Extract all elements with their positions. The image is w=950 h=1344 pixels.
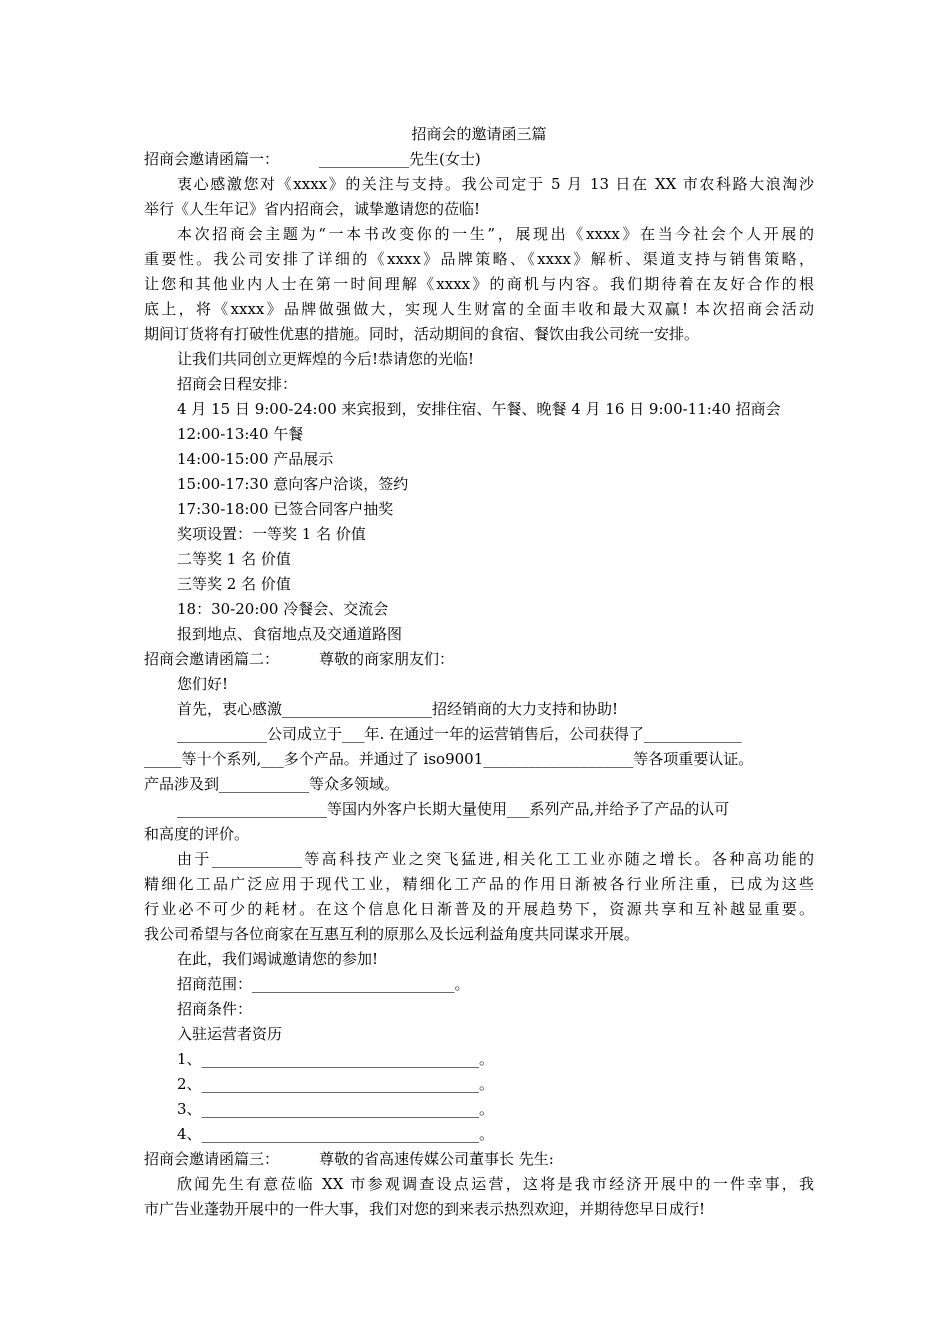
schedule-item: 17:30-18:00 已签合同客户抽奖 (177, 500, 394, 518)
section-1-heading: 招商会邀请函篇一： (144, 150, 280, 168)
paragraph-line: 和高度的评价。 (144, 825, 250, 843)
schedule-item: 14:00-15:00 产品展示 (177, 450, 334, 468)
paragraph-line: 底上，将《xxxx》品牌做强做大，实现人生财富的全面丰收和最大双赢! 本次招商会活动 (144, 300, 814, 318)
document-title: 招商会的邀请函三篇 (411, 125, 547, 143)
paragraph-line: 报到地点、食宿地点及交通道路图 (177, 625, 403, 643)
section-1-header (144, 147, 814, 172)
salutation-3: 尊敬的省高速传媒公司董事长 先生: (319, 1150, 554, 1168)
paragraph-line: 举行《人生年记》省内招商会，诚挚邀请您的莅临! (144, 200, 481, 218)
conditions-heading: 招商条件： (177, 1000, 253, 1018)
paragraph-line: 期间订货将有打破性优惠的措施。同时，活动期间的食宿、餐饮由我公司统一安排。 (144, 325, 700, 343)
condition-item: 1、_____________________________________。 (177, 1050, 495, 1068)
condition-item: 3、_____________________________________。 (177, 1100, 495, 1118)
schedule-item: 15:00-17:30 意向客户洽谈，签约 (177, 475, 409, 493)
paragraph-line: 我公司希望与各位商家在互惠互利的原那么及长远利益角度共同谋求开展。 (144, 925, 640, 943)
paragraph-line: 欣闻先生有意莅临 XX 市参观调查设点运营，这将是我市经济开展中的一件幸事，我 (177, 1175, 814, 1193)
prize-item: 三等奖 2 名 价值 (177, 575, 291, 593)
paragraph-line: 由于____________等高科技产业之突飞猛进,相关化工工业亦随之增长。各种高功能的 (177, 850, 814, 868)
section-3-heading: 招商会邀请函篇三： (144, 1150, 280, 1168)
paragraph-line: 在此，我们竭诚邀请您的参加! (177, 950, 379, 968)
section-2-heading: 招商会邀请函篇二： (144, 650, 280, 668)
paragraph-line: 首先，衷心感激____________________招经销商的大力支持和协助! (177, 700, 619, 718)
salutation-2: 尊敬的商家朋友们： (319, 650, 455, 668)
prize-item: 奖项设置：一等奖 1 名 价值 (177, 525, 366, 543)
paragraph-line: ____________公司成立于___年. 在通过一年的运营销售后，公司获得了_____________ (177, 725, 742, 743)
paragraph-line: 衷心感激您对《xxxx》的关注与支持。我公司定于 5 月 13 日在 XX 市农科路大浪淘沙 (177, 175, 814, 193)
paragraph-line: 让我们共同创立更辉煌的今后!恭请您的光临! (177, 350, 475, 368)
document-page (144, 122, 814, 1222)
prize-item: 二等奖 1 名 价值 (177, 550, 291, 568)
section-2-header (144, 647, 814, 672)
schedule-item: 12:00-13:40 午餐 (177, 425, 304, 443)
schedule-item: 18：30-20:00 冷餐会、交流会 (177, 600, 389, 618)
paragraph-line: 行业必不可少的耗材。在这个信息化日渐普及的开展趋势下，资源共享和互补越显重要。 (144, 900, 814, 918)
conditions-subheading: 入驻运营者资历 (177, 1025, 283, 1043)
paragraph-line: 市广告业蓬勃开展中的一件大事，我们对您的到来表示热烈欢迎，并期待您早日成行! (144, 1200, 706, 1218)
condition-item: 2、_____________________________________。 (177, 1075, 495, 1093)
schedule-heading: 招商会日程安排： (177, 375, 298, 393)
paragraph-line: 让您和其他业内人士在第一时间理解《xxxx》的商机与内容。我们期待着在友好合作的根 (144, 275, 814, 293)
schedule-item: 4 月 15 日 9:00-24:00 来宾报到，安排住宿、午餐、晚餐 4 月 16 日 9:00-11:40 招商会 (177, 400, 781, 418)
paragraph-line: 精细化工品广泛应用于现代工业，精细化工产品的作用日渐被各行业所注重，已成为这些 (144, 875, 814, 893)
scope-line: 招商范围：___________________________。 (177, 975, 470, 993)
paragraph-line: 重要性。我公司安排了详细的《xxxx》品牌策略、《xxxx》解析、渠道支持与销售策略， (144, 250, 814, 268)
section-3-header (144, 1147, 814, 1172)
paragraph-line: ____________________等国内外客户长期大量使用___系列产品,并给予了产品的认可 (177, 800, 730, 818)
paragraph-line: _____等十个系列,___多个产品。并通过了 iso9001____________________等各项重要认证。 (144, 750, 754, 768)
paragraph-line: 您们好! (177, 675, 229, 693)
paragraph-line: 产品涉及到____________等众多领域。 (144, 775, 400, 793)
salutation-1: ____________先生(女士) (319, 150, 481, 168)
paragraph-line: 本次招商会主题为“一本书改变你的一生”，展现出《xxxx》在当今社会个人开展的 (177, 225, 814, 243)
condition-item: 4、_____________________________________。 (177, 1125, 495, 1143)
